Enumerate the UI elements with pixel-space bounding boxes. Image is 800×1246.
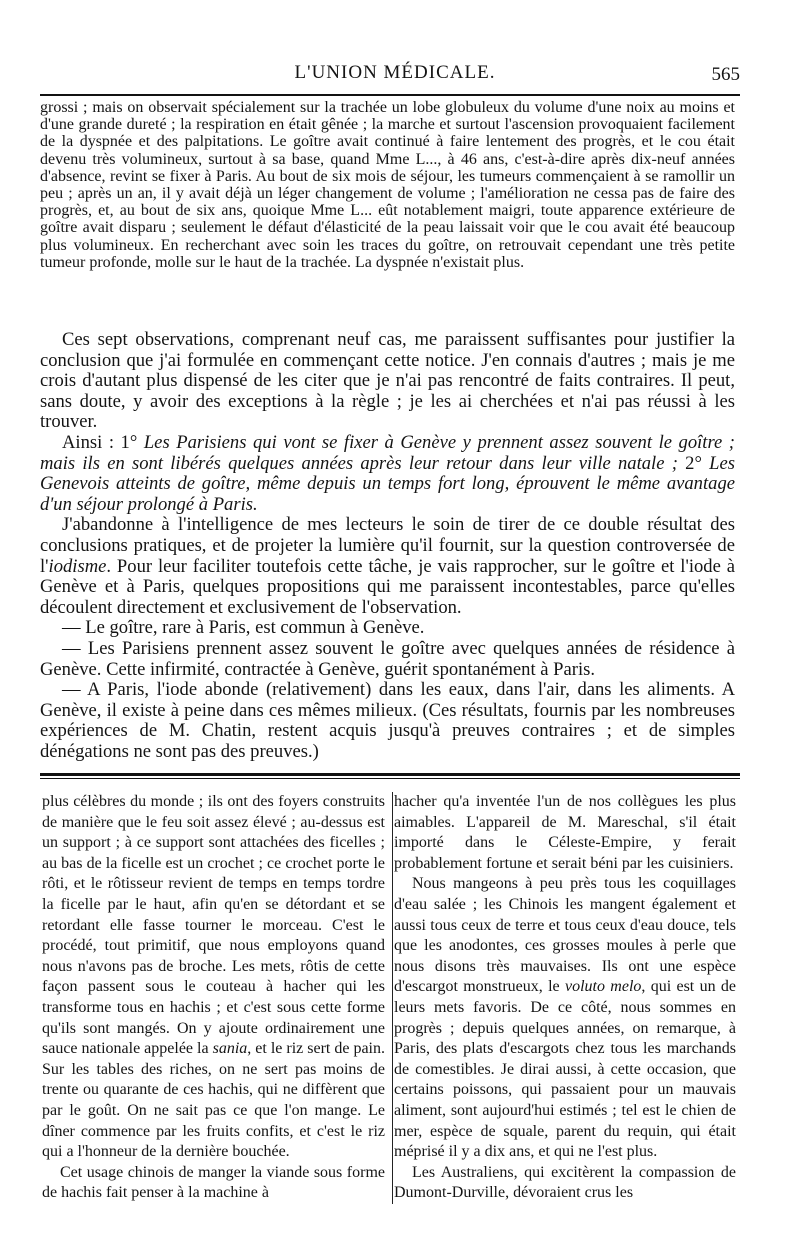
text-run: , qui est un de leurs mets favoris. De ce côté, nous sommes en progrès ; depuis quelques années, on remarque, à Paris, des plats d'escargots chez tous les marchands de comestibles. Je dirai aussi, à cette occasion, que certains poissons, qui passaient pour un mauvais aliment, sont aujourd'hui estimés ; tel est le chien de mer, espèce de squale, parent du requin, qui était méprisé il y a dix ans, et qui ne l'est plus.: [394, 978, 736, 1161]
text-run: Ainsi : 1°: [62, 431, 144, 453]
column-divider: [392, 792, 393, 1204]
italic-statement-1: Les Parisiens qui vont se fixer à Genève y prennent assez souvent le goître ; mais ils en sont libérés quelques années après leur retour dans leur ville natale ;: [40, 431, 735, 474]
right-paragraph-1: hacher qu'a inventée l'un de nos collègues les plus aimables. L'appareil de M. Mareschal, s'il était importé dans le Céleste-Empire, y ferait probablement fortune et serait béni par les cuisiniers.: [394, 793, 736, 872]
text-run: Nous mangeons à peu près tous les coquillages d'eau salée ; les Chinois les mangent également et aussi tous ceux de terre et tous ceux d'eau douce, tels que les anodontes, ces grosses moules à perle que nous disons très mauvaises. Ils ont une espèce d'escargot monstrueux, le: [394, 875, 736, 996]
text-run: plus célèbres du monde ; ils ont des foyers construits de manière que le feu soit assez élevé ; au-dessus est un support ; à ce support sont attachées des ficelles ; au bas de la ficelle est un crochet ; ce crochet porte le rôti, et le rôtisseur revient de temps en temps tordre la ficelle par le haut, afin qu'en se détordant et se retordant elle fasse tourner le morceau. C'est le procédé, tout primitif, que nous employons quand nous n'avons pas de broche. Les mets, rôtis de cette façon passent sous le couteau à hacher qui les transforme tous en hachis ; et c'est sous cette forme qu'ils sont mangés. On y ajoute ordinairement une sauce nationale appelée la: [42, 793, 385, 1058]
italic-statement-2: Les Genevois atteints de goître, même depuis un temps fort long, éprouvent le même avantage d'un séjour prolongé à Paris.: [40, 452, 736, 515]
text-run: J'abandonne à l'intelligence de mes lecteurs le soin de tirer de ce double résultat des conclusions pratiques, et de projeter la lumière qu'il fournit, sur la question controversée de l': [40, 514, 735, 577]
page-number: 565: [711, 64, 740, 85]
proposition-2: — Les Parisiens prennent assez souvent le goître avec quelques années de résidence à Genève. Cette infirmité, contractée à Genève, guérit spontanément à Paris.: [40, 637, 735, 680]
italic-term: iodisme: [48, 555, 107, 577]
text-run: . Pour leur faciliter toutefois cette tâche, je vais rapprocher, sur le goître et l'iode à Genève et à Paris, quelques propositions qui me paraissent incontestables, parce qu'elles découlent directement et exclusivement de l'observation.: [40, 555, 735, 618]
page-header: [50, 58, 740, 88]
left-paragraph-2: Cet usage chinois de manger la viande sous forme de hachis fait penser à la machine à: [42, 1163, 385, 1202]
running-title: L'UNION MÉDICALE.: [294, 62, 496, 83]
proposition-3: — A Paris, l'iode abonde (relativement) dans les eaux, dans l'air, dans les aliments. A Genève, il existe à peine dans ces mêmes milieux. (Ces résultats, fournis par les nombreuses expériences de M. Chatin, restent acquis jusqu'à preuves contraires ; et de simples dénégations ne sont pas des preuves.): [40, 679, 735, 762]
conclusion-section: [40, 330, 735, 762]
proposition-1: — Le goître, rare à Paris, est commun à Genève.: [62, 617, 425, 639]
italic-term: sania: [212, 1040, 248, 1058]
right-paragraph-3: Les Australiens, qui excitèrent la compassion de Dumont-Durville, dévoraient crus les: [394, 1163, 736, 1202]
header-rule: [40, 94, 740, 96]
observation-continuation: [40, 99, 735, 271]
right-paragraph-2: [394, 874, 736, 1162]
conclusion-paragraph-1: Ces sept observations, comprenant neuf cas, me paraissent suffisantes pour justifier la conclusion que j'ai formulée en commençant cette notice. J'en connais d'autres ; mais je me crois d'autant plus dispensé de les citer que je n'ai pas rencontré de faits contraires. Il peut, sans doute, y avoir des exceptions à la règle ; je les ai cherchées et n'ai pas réussi à les trouver.: [40, 329, 735, 433]
section-rule-thick: [40, 773, 740, 776]
text-run: , et le riz sert de pain. Sur les tables des riches, on ne sert pas moins de trente ou quarante de ces hachis, qui ne diffèrent que par le goût. On ne sait pas ce que l'on mange. Le dîner commence par les fruits confits, et c'est le riz qui a l'honneur de la dernière bouchée.: [42, 1040, 386, 1161]
observation-paragraph: grossi ; mais on observait spécialement sur la trachée un lobe globuleux du volume d'une noix au moins et d'une grande dureté ; la respiration en était gênée ; la marche et surtout l'ascension provoquaient facilement de la dyspnée et des palpitations. Le goître avait continué à faire lentement des progrès, et le cou était devenu très volumineux, surtout à sa base, quand Mme L..., à 46 ans, c'est-à-dire après dix-neuf années d'absence, revint se fixer à Paris. Au bout de six mois de séjour, les tumeurs commençaient à se ramollir un peu ; après un an, il y avait déjà un léger changement de volume ; l'amélioration ne cessa pas de faire des progrès, et, au bout de six ans, quoique Mme L... eût notablement maigri, toute apparence extérieure de goître avait disparu ; seulement le défaut d'élasticité de la peau laissait voir que le cou avait été beaucoup plus volumineux. En recherchant avec soin les traces du goître, on retrouvait cependant une très petite tumeur profonde, molle sur le haut de la trachée. La dyspnée n'existait plus.: [40, 99, 735, 271]
feuilleton-left-column: [42, 792, 385, 1204]
italic-term: voluto melo: [564, 978, 642, 996]
section-rule-thin: [40, 778, 740, 779]
conclusion-paragraph-3: [40, 515, 735, 618]
feuilleton-right-column: [394, 792, 736, 1204]
conclusion-paragraph-2: [40, 433, 735, 515]
left-paragraph-1: [42, 792, 385, 1163]
text-run: 2°: [677, 452, 710, 474]
